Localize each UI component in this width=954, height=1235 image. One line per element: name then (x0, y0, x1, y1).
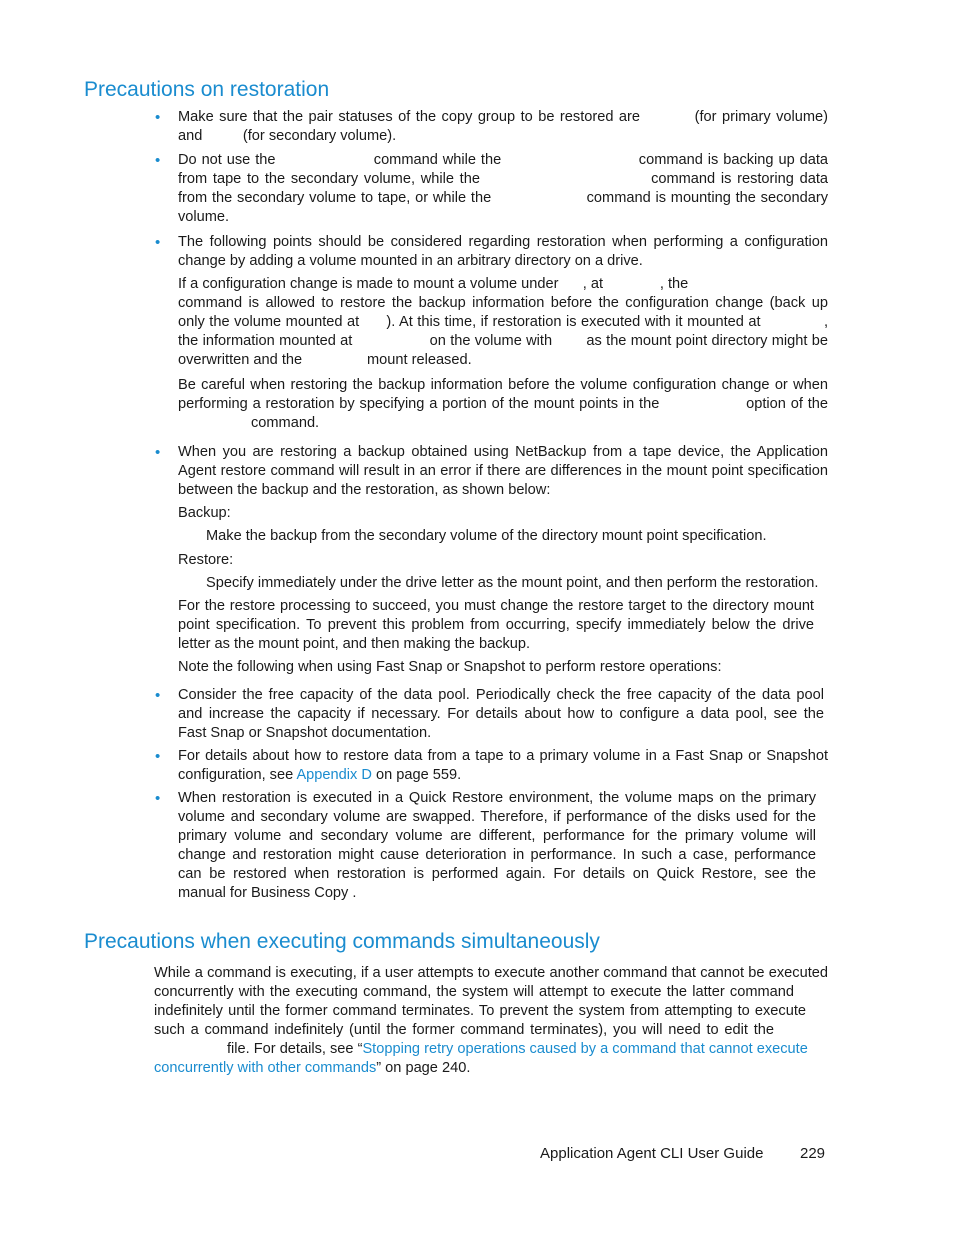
text-line: Do not use the command while the command is backing up data (178, 152, 828, 168)
backup-label (178, 504, 231, 523)
text-line (154, 1059, 828, 1078)
fast-snap-note (178, 658, 722, 677)
text-line: indefinitely until the former command terminates. To prevent the system from attempting to execute (154, 1003, 806, 1019)
text-line: When you are restoring a backup obtained using NetBackup from a tape device, the Application (178, 444, 828, 460)
section-heading-simultaneous: Precautions when executing commands simultaneously (84, 930, 600, 953)
text-line: For the restore processing to succeed, you must change the restore target to the directory mount (178, 598, 814, 614)
text-fragment: configuration, see (178, 767, 297, 783)
text-line (178, 766, 828, 785)
restore-description (206, 574, 818, 593)
text-line: Agent restore command will result in an error if there are differences in the mount point specification (178, 463, 828, 479)
bullet-quick-restore (178, 789, 816, 903)
text-line: Fast Snap or Snapshot documentation. (178, 725, 432, 741)
bullet-marker: • (155, 444, 161, 461)
bullet-marker: • (155, 790, 161, 807)
text-line: Note the following when using Fast Snap or Snapshot to perform restore operations: (178, 659, 722, 675)
text-line: change and restoration might cause deterioration in performance. In such a case, performance (178, 847, 816, 863)
text-fragment: on page 559. (371, 767, 462, 783)
bullet-pair-status (178, 108, 828, 146)
text-line: The following points should be considered regarding restoration when performing a configuration (178, 234, 828, 250)
text-line (154, 1040, 828, 1059)
text-line: Make sure that the pair statuses of the copy group to be restored are (for primary volume) (178, 109, 828, 125)
simultaneous-paragraph (154, 964, 828, 1078)
text-line: and (for secondary volume). (178, 128, 397, 144)
config-change-paragraph (178, 275, 828, 370)
text-line: For details about how to restore data from a tape to a primary volume in a Fast Snap or Snapshot (178, 748, 828, 764)
bullet-data-pool (178, 686, 824, 743)
text-line: between the backup and the restoration, as shown below: (178, 482, 551, 498)
text-line: volume and secondary volume are swapped. Therefore, if performance of the disks used for the (178, 809, 816, 825)
text-line: While a command is executing, if a user attempts to execute another command that cannot be executed (154, 965, 828, 981)
text-line: Specify immediately under the drive letter as the mount point, and then perform the restoration. (206, 575, 819, 591)
text-line: point specification. To prevent this problem from occurring, specify immediately below the drive (178, 617, 814, 633)
stopping-retry-link[interactable]: Stopping retry operations caused by a command that cannot execute (362, 1041, 808, 1057)
text-line: Restore: (178, 552, 234, 568)
text-line: If a configuration change is made to mount a volume under , at , the (178, 276, 689, 292)
text-line: manual for Business Copy . (178, 885, 357, 901)
bullet-config-change (178, 233, 828, 271)
text-line: can be restored when restoration is performed again. For details on Quick Restore, see the (178, 866, 816, 882)
text-line: primary volume and secondary volume are different, performance for the primary volume will (178, 828, 816, 844)
bullet-netbackup (178, 443, 828, 500)
text-fragment: file. For details, see “ (154, 1041, 363, 1057)
text-line: and increase the capacity if necessary. For details about how to configure a data pool, see the (178, 706, 824, 722)
text-line: Be careful when restoring the backup information before the volume configuration change or when (178, 377, 828, 393)
text-line: overwritten and the mount released. (178, 352, 472, 368)
text-line: concurrently with the executing command, the system will attempt to execute the latter command (154, 984, 794, 1000)
text-line: performing a restoration by specifying a portion of the mount points in the option of the (178, 396, 828, 412)
text-line: only the volume mounted at ). At this time, if restoration is executed with it mounted at , (178, 314, 828, 330)
restore-label (178, 551, 233, 570)
text-line: volume. (178, 209, 230, 225)
bullet-marker: • (155, 687, 161, 704)
text-line: command. (178, 415, 320, 431)
text-line: such a command indefinitely (until the former command terminates), you will need to edit the (154, 1022, 774, 1038)
bullet-tape-restore (178, 747, 828, 785)
bullet-marker: • (155, 748, 161, 765)
text-line: letter as the mount point, and then making the backup. (178, 636, 531, 652)
stopping-retry-link-cont[interactable]: concurrently with other commands (154, 1060, 377, 1076)
text-line: command is allowed to restore the backup information before the configuration change (back up (178, 295, 828, 311)
text-line: Make the backup from the secondary volume of the directory mount point specification. (206, 528, 767, 544)
bullet-marker: • (155, 234, 161, 251)
text-line: Backup: (178, 505, 231, 521)
bullet-do-not-use (178, 151, 828, 227)
config-change-caution (178, 376, 828, 433)
restore-processing-paragraph (178, 597, 814, 654)
bullet-marker: • (155, 152, 161, 169)
bullet-marker: • (155, 109, 161, 126)
text-line: change by adding a volume mounted in an arbitrary directory on a drive. (178, 253, 643, 269)
text-line: Consider the free capacity of the data pool. Periodically check the free capacity of the data pool (178, 687, 824, 703)
section-heading-restoration: Precautions on restoration (84, 78, 330, 101)
appendix-d-link[interactable]: Appendix D (296, 767, 372, 783)
footer-title: Application Agent CLI User Guide (540, 1145, 764, 1162)
page-number: 229 (800, 1145, 826, 1162)
text-line: the information mounted at on the volume with as the mount point directory might be (178, 333, 828, 349)
backup-description (206, 527, 767, 546)
text-line: from the secondary volume to tape, or while the command is mounting the secondary (178, 190, 828, 206)
text-line: from tape to the secondary volume, while the command is restoring data (178, 171, 828, 187)
text-line: When restoration is executed in a Quick Restore environment, the volume maps on the primary (178, 790, 816, 806)
text-fragment: ” on page 240. (376, 1060, 471, 1076)
